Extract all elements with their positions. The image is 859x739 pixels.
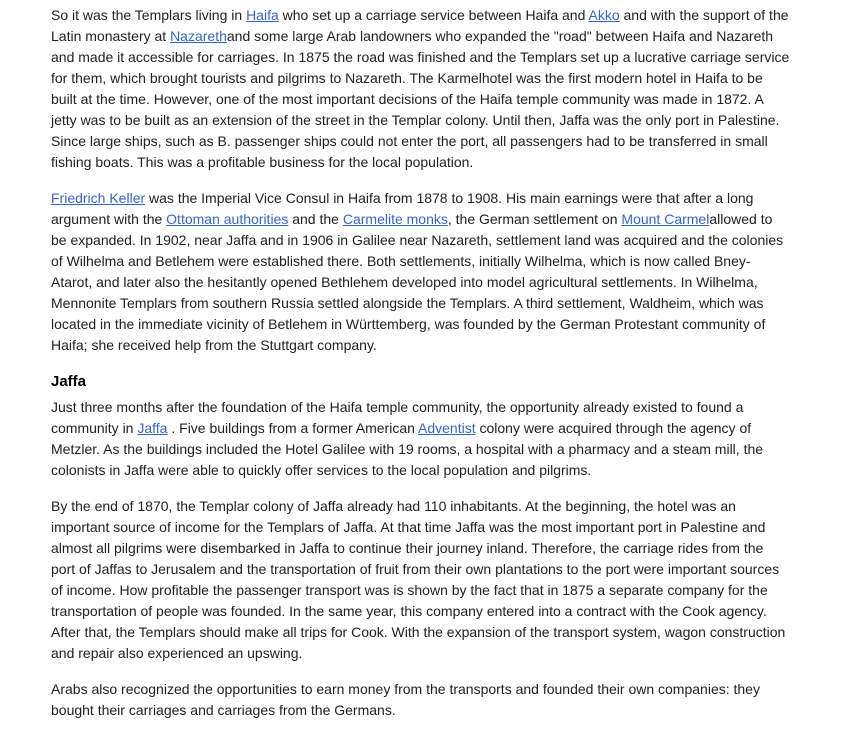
- article-content: [51, 5, 791, 736]
- link-nazareth[interactable]: Nazareth: [170, 28, 227, 44]
- text-run: So it was the Templars living in: [51, 7, 247, 23]
- text-run: and with the support of the Latin monastery at: [51, 7, 789, 44]
- link-carmelite-monks[interactable]: Carmelite monks: [342, 211, 448, 227]
- link-mount-carmel[interactable]: Mount Carmel: [621, 211, 710, 227]
- paragraph-haifa-carriage: [51, 5, 791, 173]
- link-ottoman-authorities[interactable]: Ottoman authorities: [166, 211, 289, 227]
- text-run: was the Imperial Vice Consul in Haifa from 1878 to 1908. His main earnings were that after a long argument with the: [51, 190, 754, 227]
- link-adventist[interactable]: Adventist: [418, 420, 476, 436]
- paragraph-arab-companies: Arabs also recognized the opportunities to earn money from the transports and founded their own companies: they bought their carriages and carriages from the Germans.: [51, 681, 760, 718]
- text-run: who set up a carriage service between Haifa and: [278, 7, 589, 23]
- text-run: . Five buildings from a former American: [167, 420, 419, 436]
- text-run: colony were acquired through the agency of Metzler. As the buildings included the Hotel Galilee with 19 rooms, a hospital with a pharmacy and a steam mill, the colonists in Jaffa were able to quickly offer services to the local population and pilgrims.: [51, 420, 764, 478]
- link-haifa[interactable]: Haifa: [246, 7, 279, 23]
- text-run: Just three months after the foundation of the Haifa temple community, the opportunity already existed to found a community in: [51, 399, 744, 436]
- text-run: and the: [288, 211, 343, 227]
- text-run: and some large Arab landowners who expanded the "road" between Haifa and Nazareth and made it accessible for carriages. In 1875 the road was finished and the Templars set up a lucrative carriage service for them, which brought tourists and pilgrims to Nazareth. The Karmelhotel was the first modern hotel in Haifa to be built at the time. However, one of the most important decisions of the Haifa temple community was made in 1872. A jetty was to be built as an extension of the street in the Templar colony. Until then, Jaffa was the only port in Palestine. Since large ships, such as B. passenger ships could not enter the port, all passengers had to be transferred in small fishing boats. This was a profitable business for the local population.: [51, 28, 790, 170]
- text-run: allowed to be expanded. In 1902, near Jaffa and in 1906 in Galilee near Nazareth, settlement land was acquired and the colonies of Wilhelma and Betlehem were established there. Both settlements, initially Wilhelma, which is now called Bney-Atarot, and later also the hesitantly opened Bethlehem developed into model agricultural settlements. In Wilhelma, Mennonite Templars from southern Russia settled alongside the Templars. A third settlement, Waldheim, which was located in the immediate vicinity of Betlehem in Württemberg, was founded by the German Protestant community of Haifa; she received help from the Stuttgart company.: [51, 211, 784, 353]
- paragraph-friedrich-keller: [51, 188, 791, 356]
- paragraph-jaffa-colony: By the end of 1870, the Templar colony of Jaffa already had 110 inhabitants. At the beginning, the hotel was an important source of income for the Templars of Jaffa. At that time Jaffa was the most important port in Palestine and almost all pilgrims were disembarked in Jaffa to continue their journey inland. Therefore, the carriage rides from the port of Jaffas to Jerusalem and the transportation of fruit from their own plantations to the port were important sources of income. How profitable the passenger transport was is shown by the fact that in 1875 a separate company for the transportation of people was founded. In the same year, this company entered into a contract with the Cook agency. After that, the Templars should make all trips for Cook. With the expansion of the transport system, wagon construction and repair also experienced an upswing.: [51, 498, 786, 661]
- text-run: , the German settlement on: [447, 211, 622, 227]
- paragraph-jaffa-foundation: [51, 397, 791, 481]
- section-heading-jaffa: Jaffa: [51, 373, 87, 390]
- link-friedrich-keller[interactable]: Friedrich Keller: [51, 190, 146, 206]
- link-jaffa[interactable]: Jaffa: [137, 420, 168, 436]
- link-akko[interactable]: Akko: [588, 7, 620, 23]
